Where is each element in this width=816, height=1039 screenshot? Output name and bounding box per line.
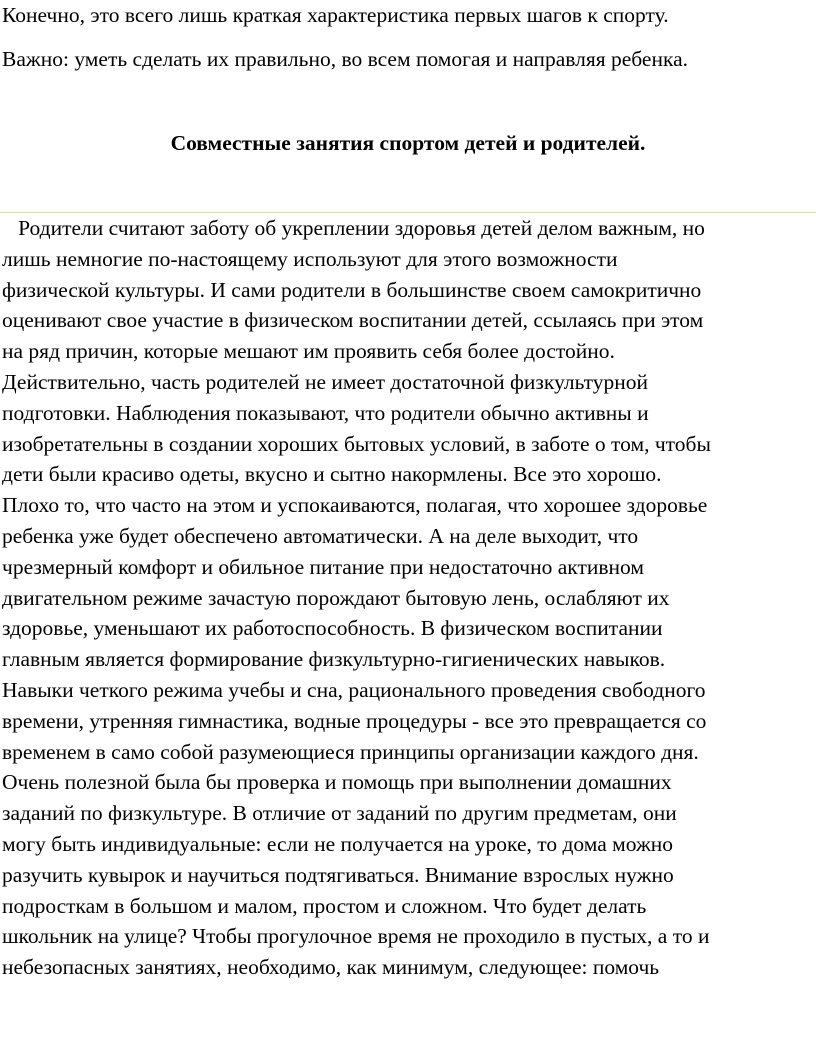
paragraph-line: двигательном режиме зачастую порождают бытовую лень, ослабляют их bbox=[2, 585, 670, 610]
paragraph-line: Родители считают заботу об укреплении здоровья детей делом важным, но bbox=[2, 216, 705, 240]
paragraph-line: подготовки. Наблюдения показывают, что родители обычно активны и bbox=[2, 400, 649, 425]
section-heading: Совместные занятия спортом детей и родителей. bbox=[170, 131, 646, 155]
paragraph-line: лишь немногие по-настоящему используют для этого возможности bbox=[2, 246, 618, 271]
paragraph-line: Навыки четкого режима учебы и сна, рационального проведения свободного bbox=[2, 677, 706, 702]
paragraph-line: на ряд причин, которые мешают им проявить себя более достойно. bbox=[2, 339, 615, 364]
paragraph-line: Очень полезной была бы проверка и помощь при выполнении домашних bbox=[2, 770, 672, 795]
body-paragraph bbox=[2, 213, 816, 983]
paragraph-line: небезопасных занятиях, необходимо, как минимум, следующее: помочь bbox=[2, 955, 660, 980]
paragraph-line: дети были красиво одеты, вкусно и сытно накормлены. Все это хорошо. bbox=[2, 462, 662, 487]
paragraph-line: ребенка уже будет обеспечено автоматически. А на деле выходит, что bbox=[2, 523, 639, 548]
paragraph-line: времени, утренняя гимнастика, водные процедуры - все это превращается со bbox=[2, 708, 707, 733]
paragraph-line: оценивают свое участие в физическом воспитании детей, ссылаясь при этом bbox=[2, 308, 704, 333]
paragraph-line: подросткам в большом и малом, простом и сложном. Что будет делать bbox=[2, 893, 647, 918]
paragraph-line: Плохо то, что часто на этом и успокаиваются, полагая, что хорошее здоровье bbox=[2, 493, 708, 518]
paragraph-line: временем в само собой разумеющиеся принципы организации каждого дня. bbox=[2, 739, 699, 764]
paragraph-line: заданий по физкультуре. В отличие от заданий по другим предметам, они bbox=[2, 801, 677, 826]
paragraph-line: школьник на улице? Чтобы прогулочное время не проходило в пустых, а то и bbox=[2, 924, 710, 949]
paragraph-line: физической культуры. И сами родители в большинстве своем самокритично bbox=[2, 277, 702, 302]
paragraph-line: Действительно, часть родителей не имеет достаточной физкультурной bbox=[2, 369, 648, 394]
paragraph-line: чрезмерный комфорт и обильное питание при недостаточно активном bbox=[2, 554, 644, 579]
paragraph-line: могу быть индивидуальные: если не получается на уроке, то дома можно bbox=[2, 831, 674, 856]
paragraph-line: изобретательны в создании хороших бытовых условий, в заботе о том, чтобы bbox=[2, 431, 711, 456]
paragraph-line: главным является формирование физкультурно-гигиенических навыков. bbox=[2, 647, 666, 672]
intro-line: Важно: уметь сделать их правильно, во всем помогая и направляя ребенка. bbox=[2, 47, 689, 71]
paragraph-line: здоровье, уменьшают их работоспособность. В физическом воспитании bbox=[2, 616, 663, 641]
paragraph-line: разучить кувырок и научиться подтягиваться. Внимание взрослых нужно bbox=[2, 862, 674, 887]
intro-line: Конечно, это всего лишь краткая характеристика первых шагов к спорту. bbox=[2, 3, 669, 27]
